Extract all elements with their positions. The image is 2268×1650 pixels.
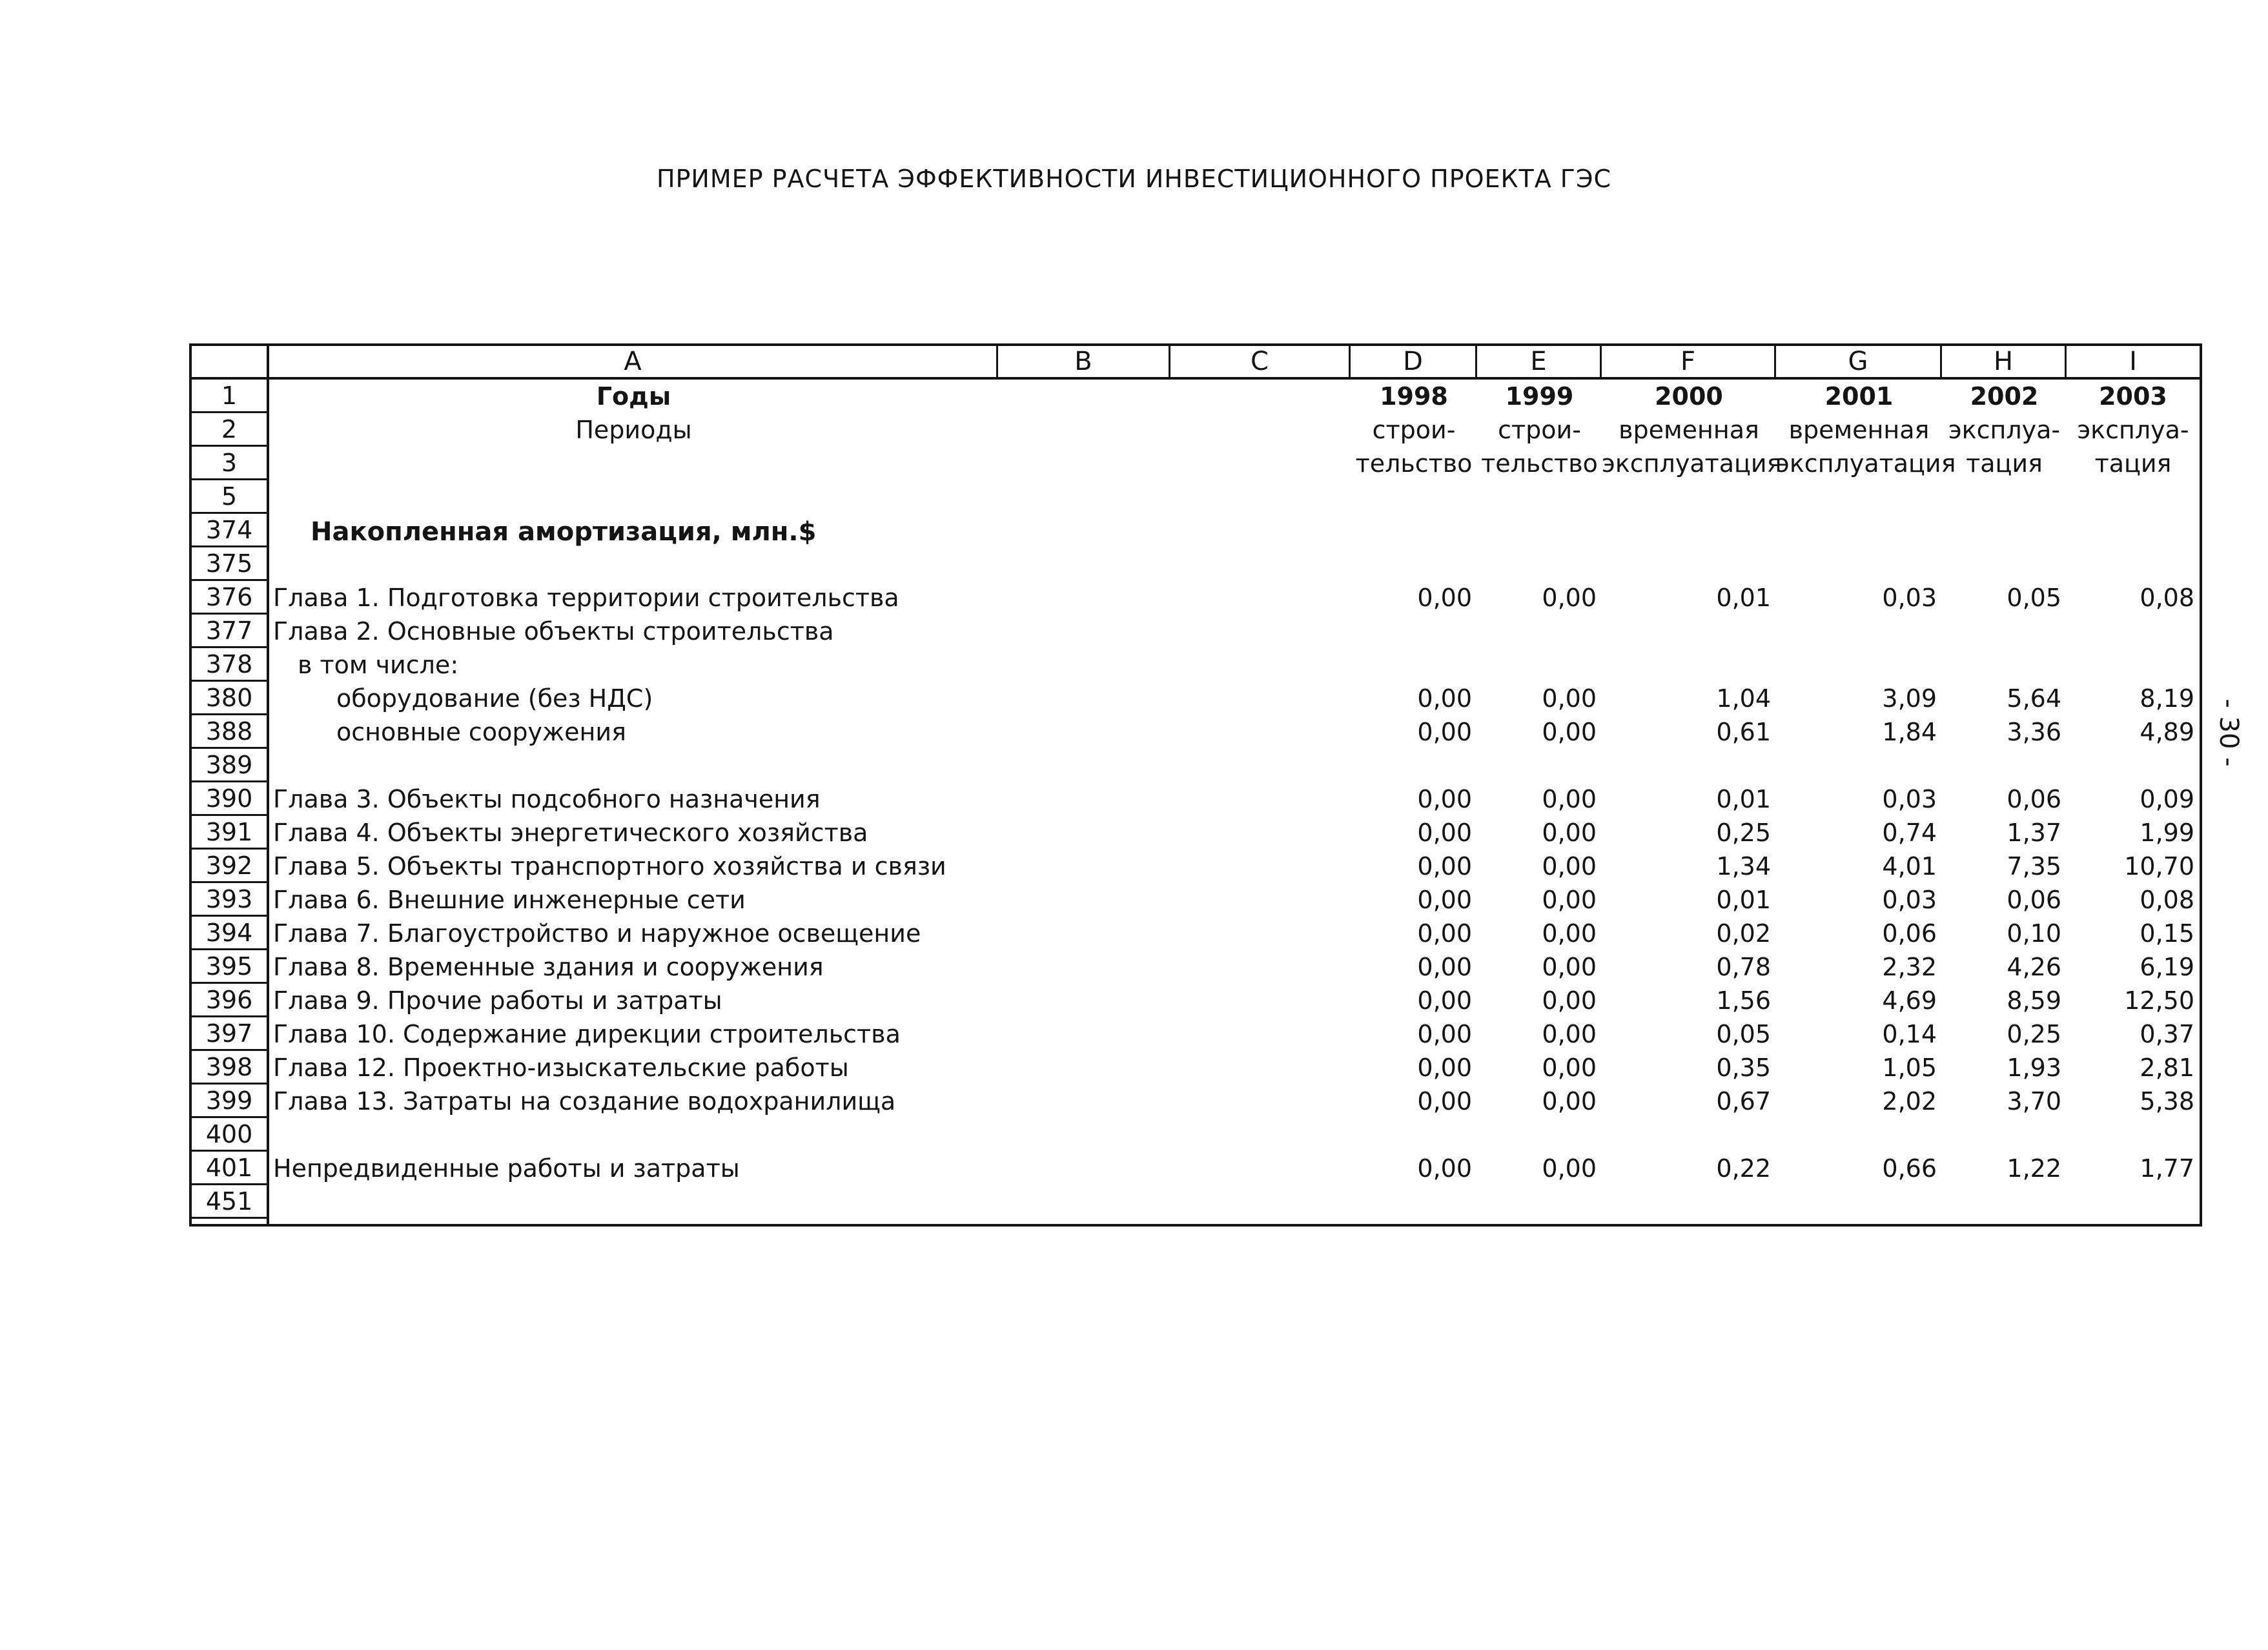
value-cell: 5,64 [2007,684,2061,713]
value-cell: 1,99 [2140,819,2194,847]
column-header-b: B [998,346,1170,377]
value-cell: 4,69 [1882,986,1937,1015]
value-cell: 3,09 [1882,684,1937,713]
column-header-i: I [2129,347,2137,376]
row-number: 2 [192,413,267,447]
row-number: 388 [192,715,267,749]
value-cell: 0,06 [2007,785,2061,813]
row-label: в том числе: [298,651,459,679]
value-cell: 2,81 [2140,1054,2194,1082]
value-cell: 0,61 [1716,718,1771,746]
year-header: 2002 [1970,382,2039,411]
value-cell: 0,00 [1417,919,1472,948]
value-cell: 1,22 [2007,1154,2061,1183]
years-label: Годы [596,382,671,411]
value-cell: 1,34 [1716,852,1771,881]
value-cell: 0,00 [1542,684,1597,713]
value-cell: 0,15 [2140,919,2194,948]
value-cell: 0,02 [1716,919,1771,948]
value-cell: 0,09 [2140,785,2194,813]
row-label: оборудование (без НДС) [336,684,653,713]
row-number: 380 [192,682,267,715]
period-header-line2: тельство [1355,449,1473,478]
row-number: 394 [192,917,267,950]
row-label: Глава 12. Проектно-изыскательские работы [273,1054,849,1082]
value-cell: 0,01 [1716,785,1771,813]
value-cell: 0,25 [2007,1020,2061,1048]
value-cell: 2,32 [1882,953,1937,981]
value-cell: 4,01 [1882,852,1937,881]
column-header-e: E [1477,346,1602,377]
column-header-h: H [1942,346,2067,377]
value-cell: 2,02 [1882,1087,1937,1115]
value-cell: 1,56 [1716,986,1771,1015]
value-cell: 1,77 [2140,1154,2194,1183]
value-cell: 1,05 [1882,1054,1937,1082]
value-cell: 0,00 [1417,1054,1472,1082]
value-cell: 0,08 [2140,584,2194,612]
value-cell: 0,00 [1417,986,1472,1015]
value-cell: 6,19 [2140,953,2194,981]
row-label: Глава 9. Прочие работы и затраты [273,986,722,1015]
value-cell: 0,00 [1417,1154,1472,1183]
value-cell: 0,00 [1542,1054,1597,1082]
column-letter-row [192,346,2200,380]
column-header-f: F [1602,346,1776,377]
row-label: Глава 4. Объекты энергетического хозяйства [273,819,868,847]
value-cell: 1,84 [1882,718,1937,746]
row-number: 376 [192,581,267,615]
period-header-line1: строи- [1498,416,1581,444]
row-number: 398 [192,1051,267,1085]
period-header-line2: эксплуатация [1776,449,1956,478]
value-cell: 0,00 [1542,1020,1597,1048]
year-header: 1998 [1380,382,1448,411]
value-cell: 1,37 [2007,819,2061,847]
year-header: 1999 [1505,382,1574,411]
row-number: 1 [192,380,267,413]
value-cell: 0,01 [1716,584,1771,612]
value-cell: 1,93 [2007,1054,2061,1082]
year-header: 2000 [1655,382,1723,411]
value-cell: 1,04 [1716,684,1771,713]
value-cell: 0,00 [1542,819,1597,847]
value-cell: 0,74 [1882,819,1937,847]
row-number: 375 [192,547,267,581]
row-number: 3 [192,447,267,480]
row-number: 374 [192,514,267,547]
column-header-a: A [269,346,998,377]
value-cell: 0,00 [1542,986,1597,1015]
row-label: Глава 8. Временные здания и сооружения [273,953,824,981]
value-cell: 0,00 [1417,953,1472,981]
value-cell: 0,06 [2007,886,2061,914]
value-cell: 0,00 [1542,886,1597,914]
row-label: Непредвиденные работы и затраты [273,1154,740,1183]
period-header-line1: временная [1619,416,1759,444]
value-cell: 3,70 [2007,1087,2061,1115]
period-header-line1: эксплуа- [1948,416,2061,444]
value-cell: 0,67 [1716,1087,1771,1115]
value-cell: 0,00 [1542,953,1597,981]
value-cell: 0,37 [2140,1020,2194,1048]
column-header-c: C [1170,346,1351,377]
period-header-line2: тация [2094,449,2172,478]
row-number: 400 [192,1118,267,1152]
row-number: 396 [192,984,267,1017]
period-header-line2: тельство [1481,449,1598,478]
value-cell: 0,00 [1542,919,1597,948]
page-number: - 30 - [2214,698,2243,767]
row-label: Глава 3. Объекты подсобного назначения [273,785,821,813]
row-label: Глава 2. Основные объекты строительства [273,617,834,646]
value-cell: 0,00 [1417,684,1472,713]
section-title: Накопленная амортизация, млн.$ [311,517,817,547]
row-number: 451 [192,1185,267,1219]
value-cell: 0,00 [1417,718,1472,746]
value-cell: 0,03 [1882,584,1937,612]
period-header-line1: строи- [1372,416,1456,444]
row-label: Глава 13. Затраты на создание водохранилища [273,1087,896,1115]
value-cell: 5,38 [2140,1087,2194,1115]
value-cell: 0,35 [1716,1054,1771,1082]
value-cell: 7,35 [2007,852,2061,881]
value-cell: 0,00 [1417,1020,1472,1048]
value-cell: 0,03 [1882,785,1937,813]
value-cell: 0,00 [1542,785,1597,813]
value-cell: 0,78 [1716,953,1771,981]
row-label: Глава 7. Благоустройство и наружное освещение [273,919,921,948]
value-cell: 0,00 [1417,852,1472,881]
spreadsheet-table [189,343,2202,1227]
row-number: 397 [192,1017,267,1051]
value-cell: 0,05 [2007,584,2061,612]
value-cell: 0,00 [1542,718,1597,746]
row-label: Глава 5. Объекты транспортного хозяйства и связи [273,852,946,881]
page-title: ПРИМЕР РАСЧЕТА ЭФФЕКТИВНОСТИ ИНВЕСТИЦИОННОГО ПРОЕКТА ГЭС [656,165,1612,193]
value-cell: 0,05 [1716,1020,1771,1048]
column-header-g: G [1776,346,1942,377]
row-number: 377 [192,615,267,648]
value-cell: 0,00 [1417,1087,1472,1115]
year-header: 2001 [1824,382,1894,411]
value-cell: 0,00 [1417,819,1472,847]
row-label: основные сооружения [336,718,626,746]
value-cell: 8,19 [2140,684,2194,713]
value-cell: 0,00 [1542,1154,1597,1183]
value-cell: 0,66 [1882,1154,1937,1183]
periods-label: Периоды [575,416,692,444]
value-cell: 0,00 [1417,886,1472,914]
period-header-line1: эксплуа- [2077,416,2189,444]
row-number: 389 [192,749,267,782]
row-number: 390 [192,782,267,816]
value-cell: 0,22 [1716,1154,1771,1183]
row-label: Глава 6. Внешние инженерные сети [273,886,746,914]
column-header-d: D [1351,346,1477,377]
year-header: 2003 [2099,382,2167,411]
value-cell: 0,00 [1417,584,1472,612]
period-header-line2: тация [1966,449,2043,478]
row-label: Глава 10. Содержание дирекции строительства [273,1020,901,1048]
row-number-column [192,346,269,1224]
value-cell: 0,00 [1542,852,1597,881]
value-cell: 0,03 [1882,886,1937,914]
value-cell: 0,14 [1882,1020,1937,1048]
value-cell: 0,25 [1716,819,1771,847]
value-cell: 3,36 [2007,718,2061,746]
value-cell: 0,08 [2140,886,2194,914]
period-header-line2: эксплуатация [1602,449,1782,478]
row-number: 391 [192,816,267,850]
row-number: 393 [192,883,267,917]
row-number: 395 [192,950,267,984]
period-header-line1: временная [1788,416,1930,444]
value-cell: 0,00 [1542,1087,1597,1115]
row-number: 392 [192,850,267,883]
value-cell: 0,00 [1417,785,1472,813]
value-cell: 0,06 [1882,919,1937,948]
row-number: 378 [192,648,267,682]
value-cell: 12,50 [2124,986,2194,1015]
value-cell: 4,89 [2140,718,2194,746]
row-number: 5 [192,480,267,514]
value-cell: 4,26 [2007,953,2061,981]
value-cell: 10,70 [2124,852,2194,881]
value-cell: 0,01 [1716,886,1771,914]
value-cell: 0,10 [2007,919,2061,948]
row-number: 399 [192,1085,267,1118]
value-cell: 0,00 [1542,584,1597,612]
row-number: 401 [192,1152,267,1185]
row-label: Глава 1. Подготовка территории строительства [273,584,899,612]
value-cell: 8,59 [2007,986,2061,1015]
